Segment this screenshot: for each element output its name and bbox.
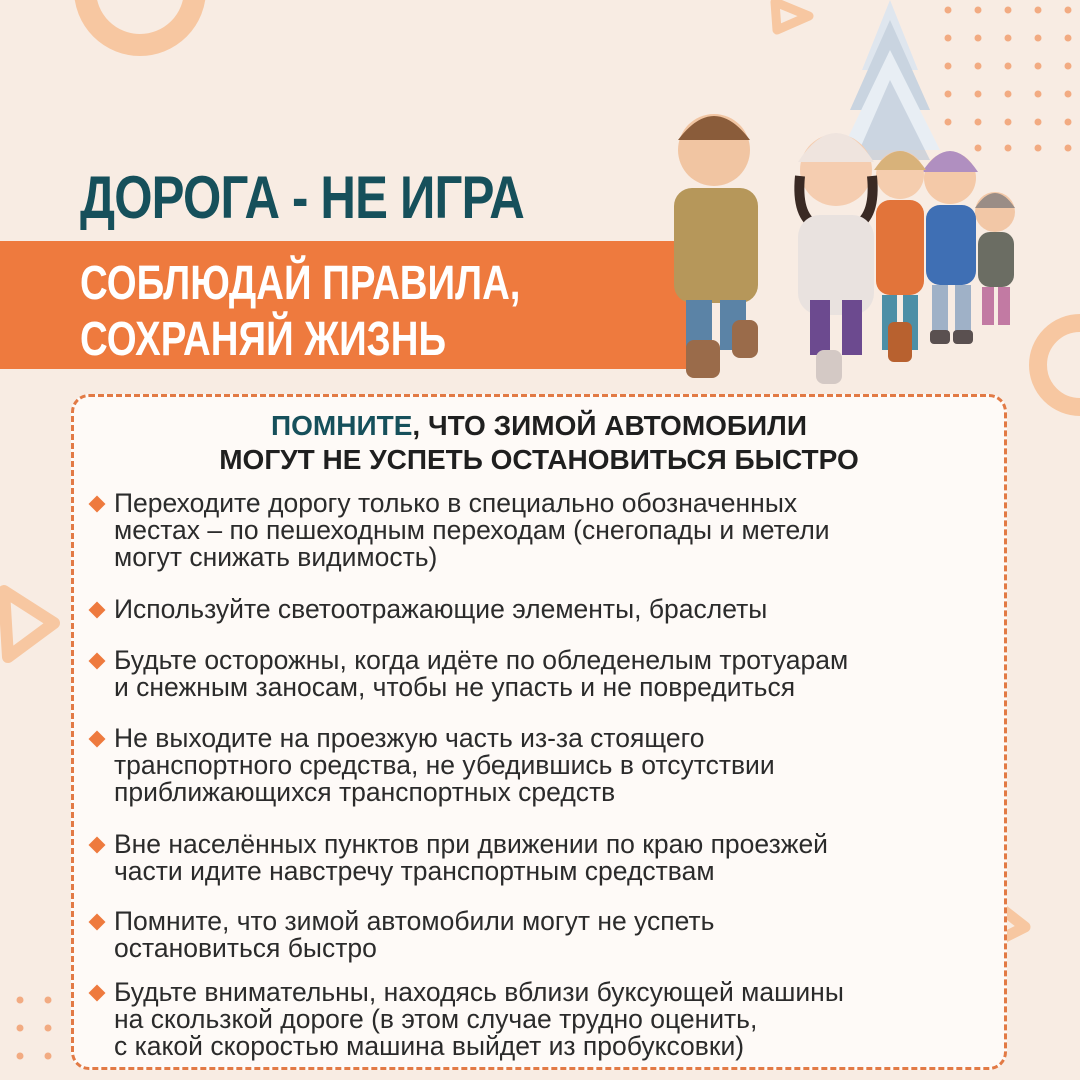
tips-card xyxy=(71,394,1007,1070)
child-figure-icon xyxy=(674,114,758,378)
ring-decoration-icon xyxy=(70,0,210,60)
diamond-bullet-icon xyxy=(89,602,106,619)
child-figure-icon xyxy=(922,151,978,344)
tip-line: с какой скоростью машина выйдет из пробуксовки) xyxy=(114,1031,745,1061)
tip-line: Вне населённых пунктов при движении по краю проезжей xyxy=(114,829,828,859)
child-figure-icon xyxy=(798,133,874,384)
list-item xyxy=(114,979,1004,1060)
tip-line: Будьте осторожны, когда идёте по обледенелым тротуарам xyxy=(114,645,849,675)
diamond-bullet-icon xyxy=(89,731,106,748)
diamond-bullet-icon xyxy=(89,653,106,670)
tip-line: могут снижать видимость) xyxy=(114,542,438,572)
list-item xyxy=(114,725,1004,806)
tip-line: остановиться быстро xyxy=(114,933,377,963)
tip-line: Переходите дорогу только в специально обозначенных xyxy=(114,488,798,518)
tip-line: части идите навстречу транспортным средствам xyxy=(114,856,715,886)
list-item xyxy=(114,647,1004,701)
list-item xyxy=(114,908,1004,962)
slogan-line-2: СОХРАНЯЙ ЖИЗНЬ xyxy=(80,313,447,366)
tip-line: местах – по пешеходным переходам (снегопады и метели xyxy=(114,515,830,545)
tip-line: Будьте внимательны, находясь вблизи буксующей машины xyxy=(114,977,844,1007)
tip-line: на скользкой дороге (в этом случае трудно оценить, xyxy=(114,1004,758,1034)
diamond-bullet-icon xyxy=(89,914,106,931)
list-item xyxy=(114,831,1004,885)
child-figure-icon xyxy=(975,192,1015,325)
slogan-line-1: СОБЛЮДАЙ ПРАВИЛА, xyxy=(80,257,521,310)
diamond-bullet-icon xyxy=(89,837,106,854)
list-item xyxy=(114,596,1004,623)
dot-grid-decoration-icon xyxy=(0,990,80,1080)
tip-line: Используйте светоотражающие элементы, браслеты xyxy=(114,594,768,624)
children-walking-winter-icon xyxy=(650,0,1080,395)
tip-line: транспортного средства, не убедившись в отсутствии xyxy=(114,750,775,780)
triangle-decoration-icon xyxy=(0,583,62,667)
headline-line-2: МОГУТ НЕ УСПЕТЬ ОСТАНОВИТЬСЯ БЫСТРО xyxy=(219,444,859,475)
slogan-text xyxy=(80,256,520,368)
diamond-bullet-icon xyxy=(89,496,106,513)
headline-rest: , ЧТО ЗИМОЙ АВТОМОБИЛИ xyxy=(412,410,807,441)
card-headline xyxy=(74,409,1004,477)
headline-accent: ПОМНИТЕ xyxy=(271,410,413,441)
snowy-tree-icon xyxy=(842,0,940,160)
child-figure-icon xyxy=(874,151,926,362)
tip-line: Помните, что зимой автомобили могут не успеть xyxy=(114,906,715,936)
tip-line: Не выходите на проезжую часть из-за стоящего xyxy=(114,723,705,753)
list-item xyxy=(114,490,1004,571)
tip-line: приближающихся транспортных средств xyxy=(114,777,616,807)
tip-line: и снежным заносам, чтобы не упасть и не повредиться xyxy=(114,672,796,702)
page-title: ДОРОГА - НЕ ИГРА xyxy=(80,164,524,231)
diamond-bullet-icon xyxy=(89,985,106,1002)
